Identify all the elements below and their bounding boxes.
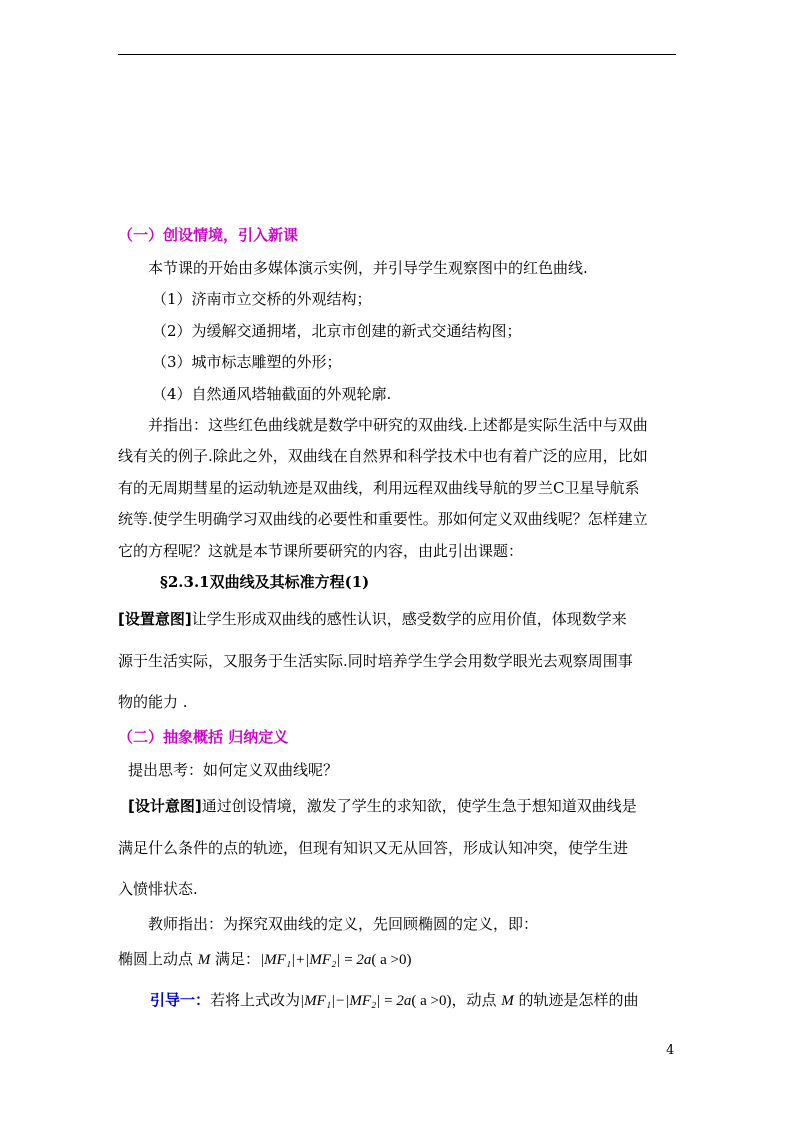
paragraph-line: 线有关的例子.除此之外，双曲线在自然界和科学技术中也有着广泛的应用，比如 [118, 447, 648, 465]
section-heading-2: （二）抽象概括 归纳定义 [118, 728, 289, 746]
lesson-title: §2.3.1双曲线及其标准方程(1) [160, 573, 370, 591]
paragraph-line: 有的无周期彗星的运动轨迹是双曲线，利用远程双曲线导航的罗兰C卫星导航系 [118, 479, 640, 497]
formula-rhs: 2a [396, 993, 412, 1009]
design-intent-text: 让学生形成双曲线的感性认识，感受数学的应用价值，体现数学来 [191, 610, 627, 628]
point-label: M [501, 993, 514, 1009]
design-intent-label: [设计意图] [128, 797, 202, 815]
design-intent-text: 通过创设情境，激发了学生的求知欲，使学生急于想知道双曲线是 [201, 797, 637, 815]
design-intent-1 [118, 609, 627, 629]
design-intent-line: 入愤悱状态. [118, 880, 198, 898]
ellipse-formula: |MF₁|+|MF₂| = 2a( a >0) [260, 952, 412, 968]
point-label: M [197, 952, 211, 968]
section-heading-1: （一）创设情境，引入新课 [118, 226, 299, 244]
formula-condition: ( a >0) [371, 952, 412, 968]
ellipse-definition [118, 949, 412, 970]
formula-rhs: 2a [356, 952, 372, 968]
list-item: （1）济南市立交桥的外观结构； [152, 290, 372, 308]
paragraph-line: 并指出：这些红色曲线就是数学中研究的双曲线.上述都是实际生活中与双曲 [148, 416, 648, 434]
list-item: （3）城市标志雕塑的外形； [152, 353, 342, 371]
header-rule [118, 54, 676, 55]
ellipse-mid: 满足： [210, 950, 261, 968]
teacher-text: 教师指出：为探究双曲线的定义，先回顾椭圆的定义，即： [148, 915, 539, 933]
list-item: （4）自然通风塔轴截面的外观轮廓. [152, 385, 392, 403]
design-intent-line: 物的能力 . [118, 693, 188, 711]
design-intent-2 [128, 796, 637, 816]
design-intent-line: 满足什么条件的点的轨迹，但现有知识又无从回答，形成认知冲突，使学生进 [118, 839, 629, 857]
guide-suffix: 的轨迹是怎样的曲 [513, 991, 639, 1009]
question-text: 提出思考：如何定义双曲线呢？ [128, 761, 339, 779]
ellipse-prefix: 椭圆上动点 [118, 950, 198, 968]
guide-suffix: ，动点 [451, 991, 502, 1009]
paragraph-line: 它的方程呢？这就是本节课所要研究的内容，由此引出课题： [118, 542, 524, 560]
design-intent-line: 源于生活实际，又服务于生活实际.同时培养学生学会用数学眼光去观察周围事 [118, 652, 633, 670]
guide-label: 引导一： [150, 991, 211, 1009]
paragraph-line: 统等.使学生明确学习双曲线的必要性和重要性。那如何定义双曲线呢？怎样建立 [118, 510, 648, 528]
intro-text: 本节课的开始由多媒体演示实例，并引导学生观察图中的红色曲线. [148, 259, 588, 277]
formula-condition: ( a >0) [411, 993, 452, 1009]
formula-left: |MF₁|−|MF₂| [300, 993, 381, 1009]
design-intent-label: [设置意图] [118, 610, 192, 628]
hyperbola-formula: |MF₁|−|MF₂| = 2a( a >0) [300, 993, 452, 1009]
list-item: （2）为缓解交通拥堵，北京市创建的新式交通结构图； [152, 322, 522, 340]
formula-left: |MF₁|+|MF₂| [260, 952, 341, 968]
guide-prefix: 若将上式改为 [210, 991, 301, 1009]
page-number: 4 [666, 1043, 675, 1058]
guide-one [150, 990, 639, 1011]
